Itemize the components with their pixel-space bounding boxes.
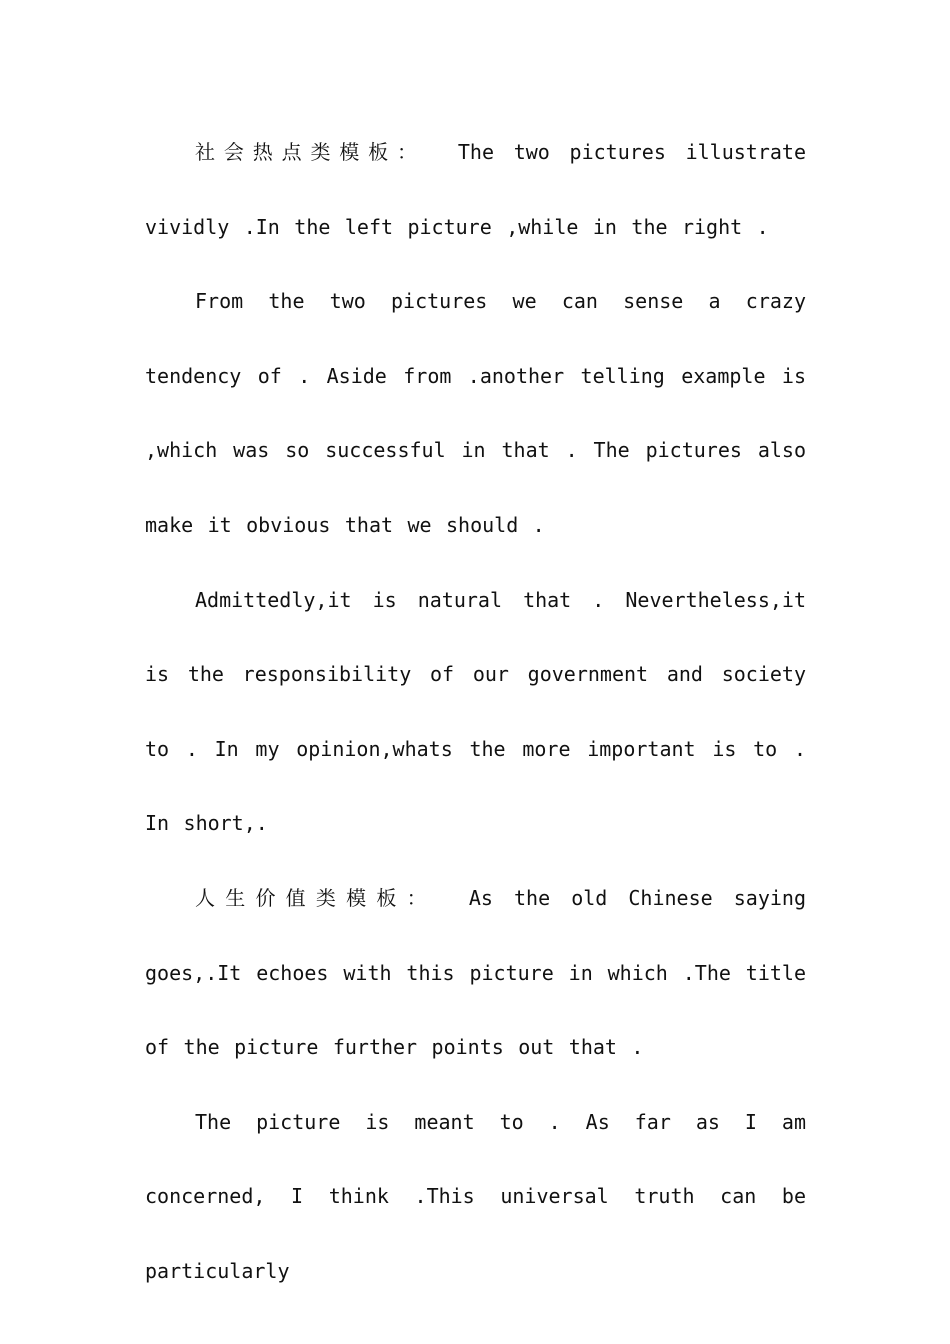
paragraph-text: Admittedly,it is natural that . Nevertheless,it is the responsibility of our government and society to . In my opinion,whats the more important is to . In short,. — [145, 587, 806, 836]
paragraph-text: As the old Chinese saying goes,.It echoes with this picture in which .The title of the picture further points out that . — [145, 885, 806, 1060]
paragraph-picture-meant — [145, 1085, 806, 1309]
paragraph-tendency — [145, 264, 806, 562]
paragraph-life-value-template — [145, 861, 806, 1085]
paragraph-text: The picture is meant to . As far as I am concerned, I think .This universal truth can be particularly — [145, 1109, 806, 1283]
section-heading-life-value: 人生价值类模板： — [195, 885, 437, 910]
document-page — [145, 115, 806, 1309]
paragraph-admittedly — [145, 563, 806, 861]
paragraph-social-template — [145, 115, 806, 264]
paragraph-text: The two pictures illustrate vividly .In the left picture ,while in the right . — [145, 140, 806, 239]
section-heading-social-hotspot: 社会热点类模板： — [195, 140, 426, 164]
paragraph-text: From the two pictures we can sense a crazy tendency of . Aside from .another telling example is ,which was so successful in that . The pictures also make it obvious that we should . — [145, 289, 806, 537]
